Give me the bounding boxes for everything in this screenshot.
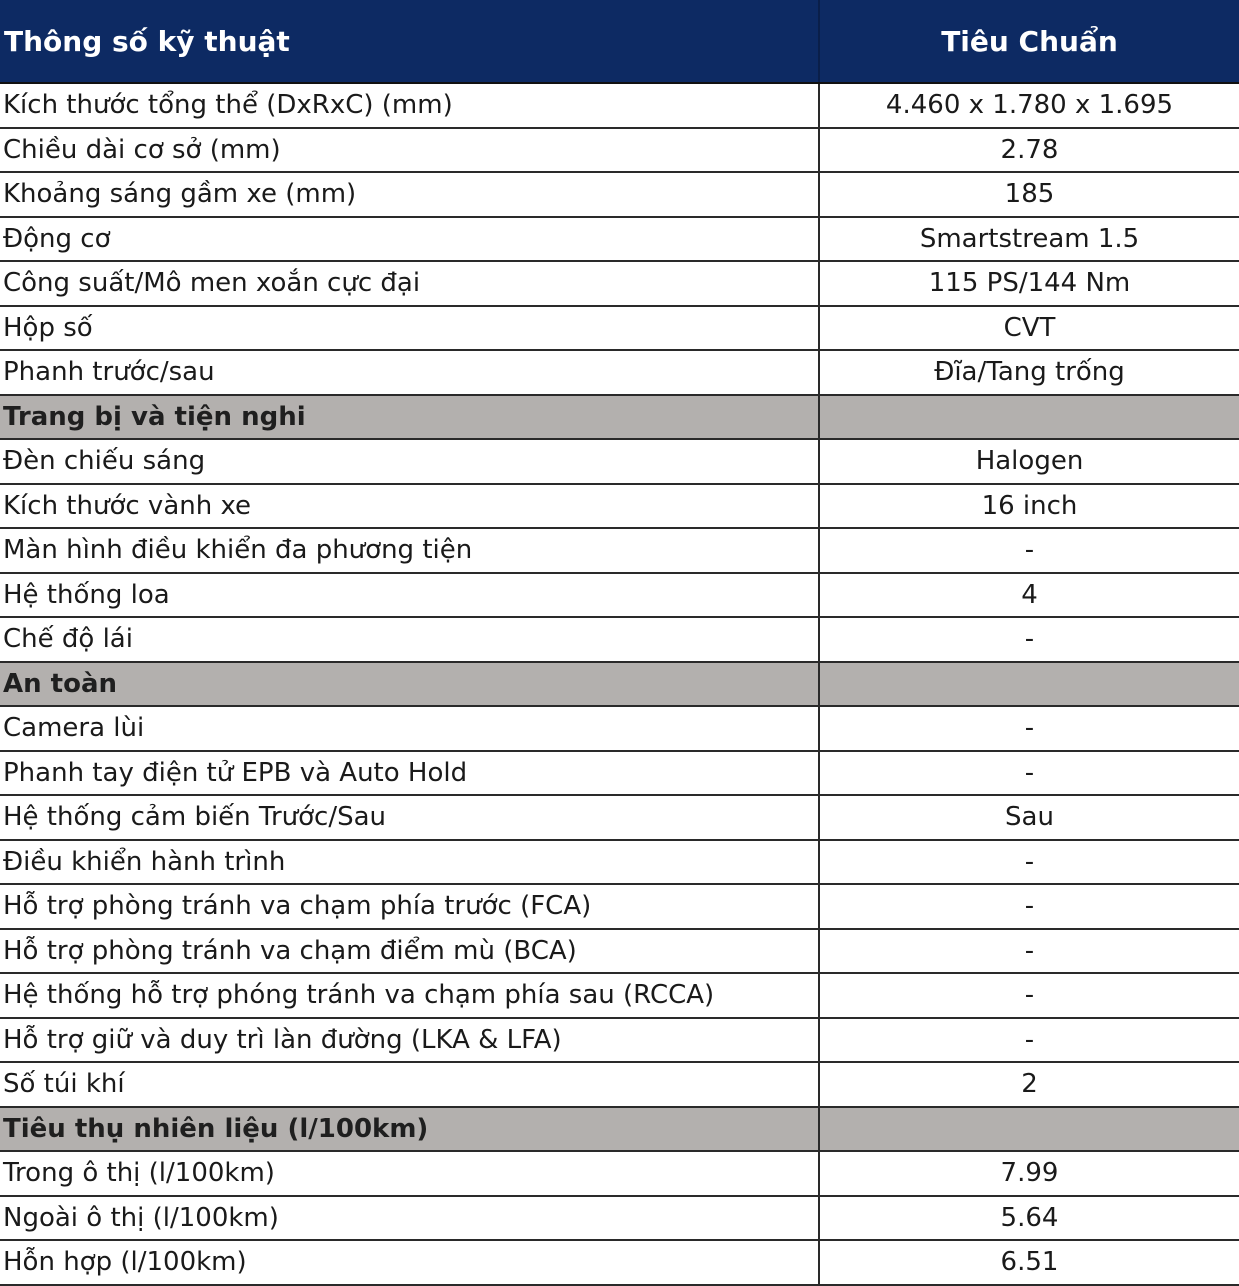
table-row: [0, 217, 1239, 262]
table-row: [0, 350, 1239, 395]
spec-label: Camera lùi: [0, 706, 819, 751]
section-row: [0, 395, 1239, 440]
spec-value: -: [819, 929, 1239, 974]
table-row: [0, 840, 1239, 885]
spec-value: -: [819, 884, 1239, 929]
spec-label: Đèn chiếu sáng: [0, 439, 819, 484]
table-row: [0, 795, 1239, 840]
spec-label: Ngoài ô thị (l/100km): [0, 1196, 819, 1241]
table-row: [0, 172, 1239, 217]
table-row: [0, 484, 1239, 529]
table-row: [0, 439, 1239, 484]
spec-label: Hỗ trợ giữ và duy trì làn đường (LKA & LFA): [0, 1018, 819, 1063]
spec-label: Hỗ trợ phòng tránh va chạm phía trước (FCA): [0, 884, 819, 929]
spec-value: 6.51: [819, 1240, 1239, 1285]
table-row: [0, 751, 1239, 796]
table-row: [0, 573, 1239, 618]
spec-column-header: Thông số kỹ thuật: [0, 0, 819, 83]
table-row: [0, 128, 1239, 173]
spec-value: 185: [819, 172, 1239, 217]
spec-value: Sau: [819, 795, 1239, 840]
section-row: [0, 1107, 1239, 1152]
spec-value: -: [819, 617, 1239, 662]
header-row: [0, 0, 1239, 83]
spec-value: 2: [819, 1062, 1239, 1107]
spec-value: 2.78: [819, 128, 1239, 173]
section-value: [819, 1107, 1239, 1152]
spec-value: CVT: [819, 306, 1239, 351]
spec-label: Hộp số: [0, 306, 819, 351]
spec-label: Chế độ lái: [0, 617, 819, 662]
spec-value: Smartstream 1.5: [819, 217, 1239, 262]
spec-table-body: [0, 83, 1239, 1285]
spec-value: 16 inch: [819, 484, 1239, 529]
spec-value: -: [819, 528, 1239, 573]
table-row: [0, 617, 1239, 662]
spec-label: Màn hình điều khiển đa phương tiện: [0, 528, 819, 573]
spec-label: Hỗ trợ phòng tránh va chạm điểm mù (BCA): [0, 929, 819, 974]
spec-value: -: [819, 706, 1239, 751]
spec-label: Công suất/Mô men xoắn cực đại: [0, 261, 819, 306]
spec-value: -: [819, 1018, 1239, 1063]
spec-value: 5.64: [819, 1196, 1239, 1241]
table-row: [0, 306, 1239, 351]
table-row: [0, 1196, 1239, 1241]
spec-label: Kích thước tổng thể (DxRxC) (mm): [0, 83, 819, 128]
table-row: [0, 528, 1239, 573]
spec-value: -: [819, 973, 1239, 1018]
table-row: [0, 1062, 1239, 1107]
spec-value: -: [819, 840, 1239, 885]
spec-value: 4.460 x 1.780 x 1.695: [819, 83, 1239, 128]
table-row: [0, 1018, 1239, 1063]
table-row: [0, 83, 1239, 128]
table-row: [0, 973, 1239, 1018]
spec-label: Khoảng sáng gầm xe (mm): [0, 172, 819, 217]
section-value: [819, 662, 1239, 707]
version-column-header: Tiêu Chuẩn: [819, 0, 1239, 83]
section-title: Tiêu thụ nhiên liệu (l/100km): [0, 1107, 819, 1152]
spec-label: Hệ thống hỗ trợ phóng tránh va chạm phía sau (RCCA): [0, 973, 819, 1018]
table-row: [0, 261, 1239, 306]
section-row: [0, 662, 1239, 707]
section-title: Trang bị và tiện nghi: [0, 395, 819, 440]
spec-label: Kích thước vành xe: [0, 484, 819, 529]
table-row: [0, 884, 1239, 929]
spec-value: 4: [819, 573, 1239, 618]
spec-label: Hệ thống loa: [0, 573, 819, 618]
spec-value: Đĩa/Tang trống: [819, 350, 1239, 395]
section-value: [819, 395, 1239, 440]
table-row: [0, 929, 1239, 974]
spec-label: Phanh tay điện tử EPB và Auto Hold: [0, 751, 819, 796]
spec-label: Động cơ: [0, 217, 819, 262]
spec-value: 115 PS/144 Nm: [819, 261, 1239, 306]
spec-label: Chiều dài cơ sở (mm): [0, 128, 819, 173]
spec-label: Điều khiển hành trình: [0, 840, 819, 885]
spec-value: Halogen: [819, 439, 1239, 484]
spec-label: Hỗn hợp (l/100km): [0, 1240, 819, 1285]
table-row: [0, 706, 1239, 751]
spec-label: Hệ thống cảm biến Trước/Sau: [0, 795, 819, 840]
table-row: [0, 1151, 1239, 1196]
spec-value: 7.99: [819, 1151, 1239, 1196]
table-row: [0, 1240, 1239, 1285]
spec-label: Trong ô thị (l/100km): [0, 1151, 819, 1196]
spec-label: Số túi khí: [0, 1062, 819, 1107]
spec-value: -: [819, 751, 1239, 796]
spec-label: Phanh trước/sau: [0, 350, 819, 395]
section-title: An toàn: [0, 662, 819, 707]
